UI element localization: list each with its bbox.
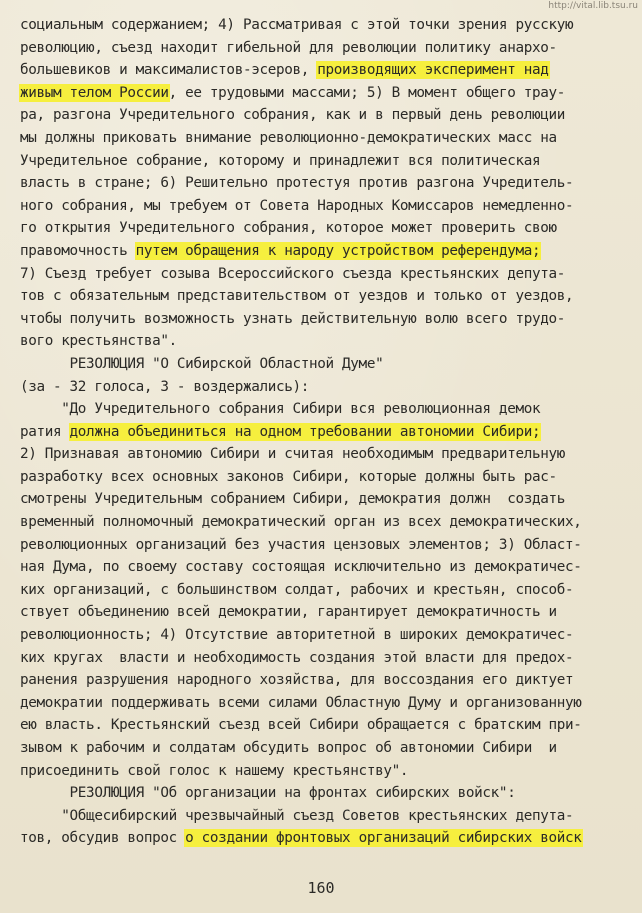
- text-segment: социальным содержанием; 4) Рассматривая с этой точки зрения русскую: [20, 17, 574, 33]
- text-segment: 7) Съезд требует созыва Всероссийского съезда крестьянских депута-: [20, 265, 565, 282]
- text-segment: мы должны приковать внимание революционно-демократических масс на: [20, 129, 557, 146]
- text-segment: революционность; 4) Отсутствие авторитетной в широких демократичес-: [20, 627, 574, 644]
- highlighted-text: о создании фронтовых организаций сибирских войск: [185, 830, 582, 847]
- text-line: [20, 714, 630, 737]
- text-segment: власть в стране; 6) Решительно протестуя против разгона Учредитель-: [20, 175, 574, 192]
- text-line: [20, 511, 630, 534]
- text-segment: чтобы получить возможность узнать действительную волю всего трудо-: [20, 310, 565, 327]
- highlighted-text: должна объединиться на одном требовании автономии Сибири;: [69, 423, 541, 440]
- source-watermark: http://vital.lib.tsu.ru: [548, 1, 638, 11]
- text-segment: , ее трудовыми массами; 5) В момент общего трау-: [168, 84, 565, 101]
- text-segment: ею власть. Крестьянский съезд всей Сибири обращается с братским при-: [20, 717, 582, 734]
- text-segment: ствует объединению всей демократии, гарантирует демократичность и: [20, 604, 557, 621]
- text-line: [20, 827, 630, 850]
- text-line: [20, 466, 630, 489]
- text-line: [20, 624, 630, 647]
- text-line: [20, 59, 630, 82]
- text-segment: тов с обязательным представительством от уездов и только от уездов,: [20, 288, 574, 305]
- text-segment: ра, разгона Учредительного собрания, как и в первый день революции: [20, 107, 565, 124]
- text-segment: (за - 32 голоса, 3 - воздержались):: [20, 378, 310, 395]
- text-line: [20, 805, 630, 828]
- text-segment: "Общесибирский чрезвычайный съезд Советов крестьянских депута-: [20, 807, 574, 824]
- text-line: [20, 127, 630, 150]
- text-segment: ранения разрушения народного хозяйства, для воссоздания его диктует: [20, 672, 574, 689]
- text-segment: ких организаций, с большинством солдат, рабочих и крестьян, способ-: [20, 581, 574, 598]
- text-segment: тов, обсудив вопрос: [20, 830, 186, 847]
- text-line: [20, 330, 630, 353]
- text-line: [20, 172, 630, 195]
- text-line: [20, 782, 630, 805]
- text-segment: правомочность: [20, 242, 136, 259]
- text-line: [20, 240, 630, 263]
- text-segment: зывом к рабочим и солдатам обсудить вопрос об автономии Сибири и: [20, 740, 557, 756]
- text-segment: революционных организаций без участия цензовых элементов; 3) Област-: [20, 536, 582, 553]
- text-line: [20, 104, 630, 127]
- document-body: [20, 14, 630, 850]
- text-line: [20, 285, 630, 308]
- text-line: [20, 669, 630, 692]
- text-segment: временный полномочный демократический орган из всех демократических,: [20, 514, 582, 531]
- text-segment: 2) Признавая автономию Сибири и считая необходимым предварительную: [20, 446, 565, 463]
- highlighted-text: путем обращения к народу устройством референдума;: [135, 242, 541, 259]
- text-line: [20, 195, 630, 218]
- text-segment: смотрены Учредительным собранием Сибири, демократия должн создать: [20, 491, 565, 508]
- text-line: [20, 217, 630, 240]
- text-segment: ного собрания, мы требуем от Совета Народных Комиссаров немедленно-: [20, 197, 574, 214]
- text-line: [20, 37, 630, 60]
- text-line: [20, 556, 630, 579]
- text-line: [20, 647, 630, 670]
- text-segment: Учредительное собрание, которому и принадлежит вся политическая: [20, 152, 541, 169]
- text-segment: го открытия Учредительного собрания, которое может проверить свою: [20, 220, 557, 237]
- text-line: [20, 14, 630, 37]
- text-segment: разработку всех основных законов Сибири, которые должны быть рас-: [20, 468, 557, 485]
- text-segment: "До Учредительного собрания Сибири вся революционная демок: [20, 401, 541, 418]
- text-segment: революцию, съезд находит гибельной для революции политику анархо-: [20, 39, 557, 56]
- text-line: [20, 82, 630, 105]
- text-segment: ная Дума, по своему составу состоящая исключительно из демократичес-: [20, 559, 582, 576]
- highlighted-text: производящих эксперимент над: [317, 62, 549, 79]
- text-line: [20, 760, 630, 783]
- text-line: [20, 601, 630, 624]
- text-segment: ратия: [20, 423, 70, 440]
- text-line: [20, 308, 630, 331]
- text-segment: присоединить свой голос к нашему крестьянству".: [20, 762, 409, 779]
- text-line: [20, 353, 630, 376]
- text-line: [20, 150, 630, 173]
- text-segment: РЕЗОЛЮЦИЯ "О Сибирской Областной Думе": [20, 355, 384, 372]
- text-line: [20, 737, 630, 760]
- highlighted-text: живым телом России: [20, 84, 169, 101]
- text-line: [20, 398, 630, 421]
- text-segment: РЕЗОЛЮЦИЯ "Об организации на фронтах сибирских войск":: [20, 785, 516, 802]
- text-line: [20, 421, 630, 444]
- text-line: [20, 376, 630, 399]
- text-line: [20, 579, 630, 602]
- text-segment: ких кругах власти и необходимость создания этой власти для предох-: [20, 649, 574, 666]
- page-number: 160: [307, 879, 335, 897]
- text-line: [20, 692, 630, 715]
- text-line: [20, 534, 630, 557]
- text-segment: большевиков и максималистов-эсеров,: [20, 62, 318, 79]
- text-line: [20, 263, 630, 286]
- text-segment: вого крестьянства".: [20, 333, 177, 350]
- text-line: [20, 443, 630, 466]
- text-line: [20, 488, 630, 511]
- text-segment: демократии поддерживать всеми силами Областную Думу и организованную: [20, 694, 582, 711]
